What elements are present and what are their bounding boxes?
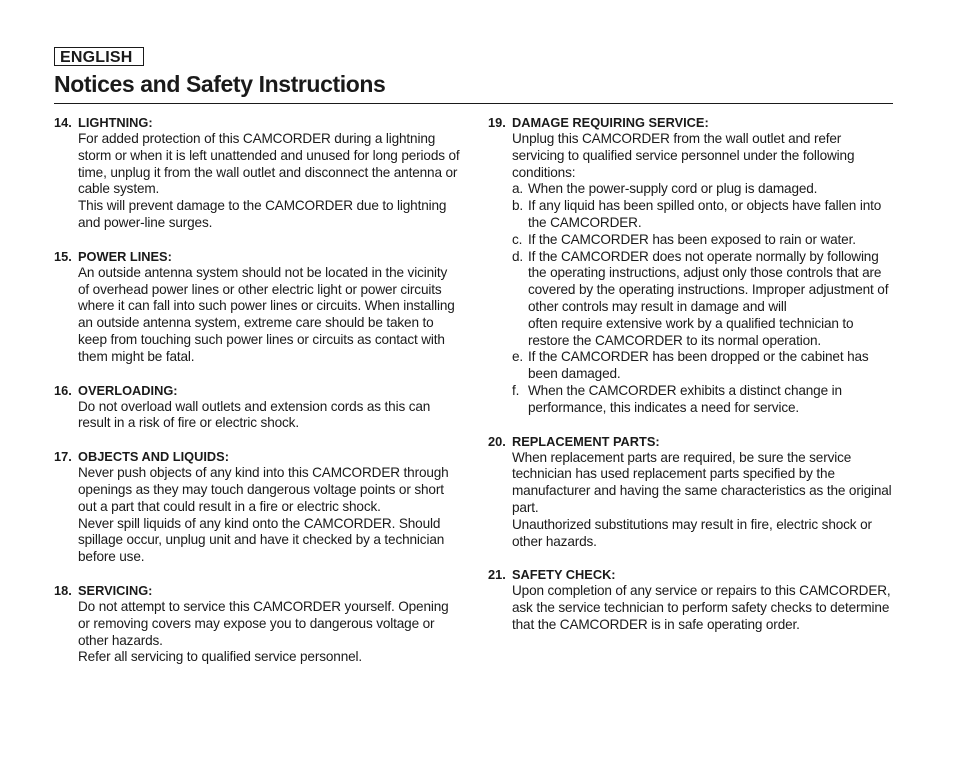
section-paragraph: Do not attempt to service this CAMCORDER yourself. Opening or removing covers may expose you to dangerous voltage or other hazards. [78,598,449,648]
section-overloading [54,382,460,433]
section-paragraph: Do not overload wall outlets and extension cords as this can result in a risk of fire or electric shock. [78,398,431,431]
list-item [512,349,893,383]
section-title: OVERLOADING: [78,382,178,398]
section-number: 19. [488,115,506,130]
section-paragraph: Never push objects of any kind into this CAMCORDER through openings as they may touch dangerous voltage points or short out a part that could result in a fire or electric shock. [78,465,449,514]
section-number: 20. [488,433,506,449]
section-objects-liquids [54,448,460,566]
list-item-text: When the CAMCORDER exhibits a distinct change in performance, this indicates a need for service. [528,382,842,415]
list-marker: f. [512,382,520,398]
section-number: 21. [488,567,506,583]
section-replacement-parts [488,433,893,551]
list-item [512,383,893,417]
section-number: 16. [54,382,72,398]
section-safety-check [488,566,893,633]
section-heading [488,566,893,583]
section-number: 14. [54,115,72,130]
section-paragraph: Unplug this CAMCORDER from the wall outlet and refer servicing to qualified service personnel under the following conditions: [512,131,855,180]
section-heading [488,433,893,450]
list-item-text: If the CAMCORDER has been exposed to rain or water. [528,231,856,247]
section-paragraph: An outside antenna system should not be located in the vicinity of overhead power lines or other electric light or power circuits where it can fall into such power lines or circuits. When installing an outside antenna system, extreme care should be taken to keep from touching such power lines or circuits as contact with them might be fatal. [78,264,455,364]
section-title: REPLACEMENT PARTS: [512,433,660,449]
section-number: 18. [54,582,72,598]
list-marker: c. [512,231,523,247]
section-title: SAFETY CHECK: [512,567,616,583]
section-number: 15. [54,248,72,264]
section-power-lines [54,248,460,366]
list-item-text: When the power-supply cord or plug is damaged. [528,181,818,197]
list-item [512,316,893,350]
section-servicing [54,582,460,666]
section-title: SERVICING: [78,582,153,598]
list-item-text: If any liquid has been spilled onto, or objects have fallen into the CAMCORDER. [528,198,882,230]
section-paragraph: This will prevent damage to the CAMCORDER due to lightning and power-line surges. [78,198,447,230]
list-marker: e. [512,349,524,365]
section-heading [54,582,460,599]
list-item [512,232,893,249]
section-paragraph: For added protection of this CAMCORDER during a lightning storm or when it is left unattended and unused for long periods of time, unplug it from the wall outlet and disconnect the antenna or cable system. [78,131,460,197]
section-heading [54,448,460,465]
list-item [512,249,893,316]
section-title: LIGHTNING: [78,115,153,130]
section-title: OBJECTS AND LIQUIDS: [78,449,229,465]
condition-list [512,181,893,416]
section-heading [54,248,460,265]
list-item-text: often require extensive work by a qualified technician to restore the CAMCORDER to its normal operation. [528,315,854,348]
right-column [488,114,893,650]
section-heading [488,114,893,131]
left-column [54,114,460,682]
section-paragraph: Refer all servicing to qualified service personnel. [78,649,363,665]
list-item-text: If the CAMCORDER does not operate normally by following the operating instructions, adjust only those controls that are covered by the operating instructions. Improper adjustment of other controls may result in damage and will [528,248,889,314]
section-paragraph: Never spill liquids of any kind onto the CAMCORDER. Should spillage occur, unplug unit and have it checked by a technician before use. [78,515,445,565]
page-title: Notices and Safety Instructions [54,71,386,97]
section-title: POWER LINES: [78,248,172,264]
section-paragraph: When replacement parts are required, be sure the service technician has used replacement parts specified by the manufacturer and having the same characteristics as the original part. [512,449,892,515]
list-item-text: If the CAMCORDER has been dropped or the cabinet has been damaged. [528,349,869,382]
section-title: DAMAGE REQUIRING SERVICE: [512,115,709,130]
list-item [512,181,893,198]
section-paragraph: Unauthorized substitutions may result in fire, electric shock or other hazards. [512,516,872,549]
list-item [512,198,893,232]
section-damage-requiring-service [488,114,893,417]
language-badge: ENGLISH [54,47,144,66]
list-marker: a. [512,181,524,197]
list-marker: b. [512,198,524,214]
list-marker: d. [512,248,524,264]
section-heading [54,114,460,131]
section-paragraph: Upon completion of any service or repairs to this CAMCORDER, ask the service technician to perform safety checks to determine that the CAMCORDER is in safe operating order. [512,583,891,632]
title-divider [54,103,893,104]
section-lightning [54,114,460,232]
section-heading [54,382,460,399]
section-number: 17. [54,449,72,465]
